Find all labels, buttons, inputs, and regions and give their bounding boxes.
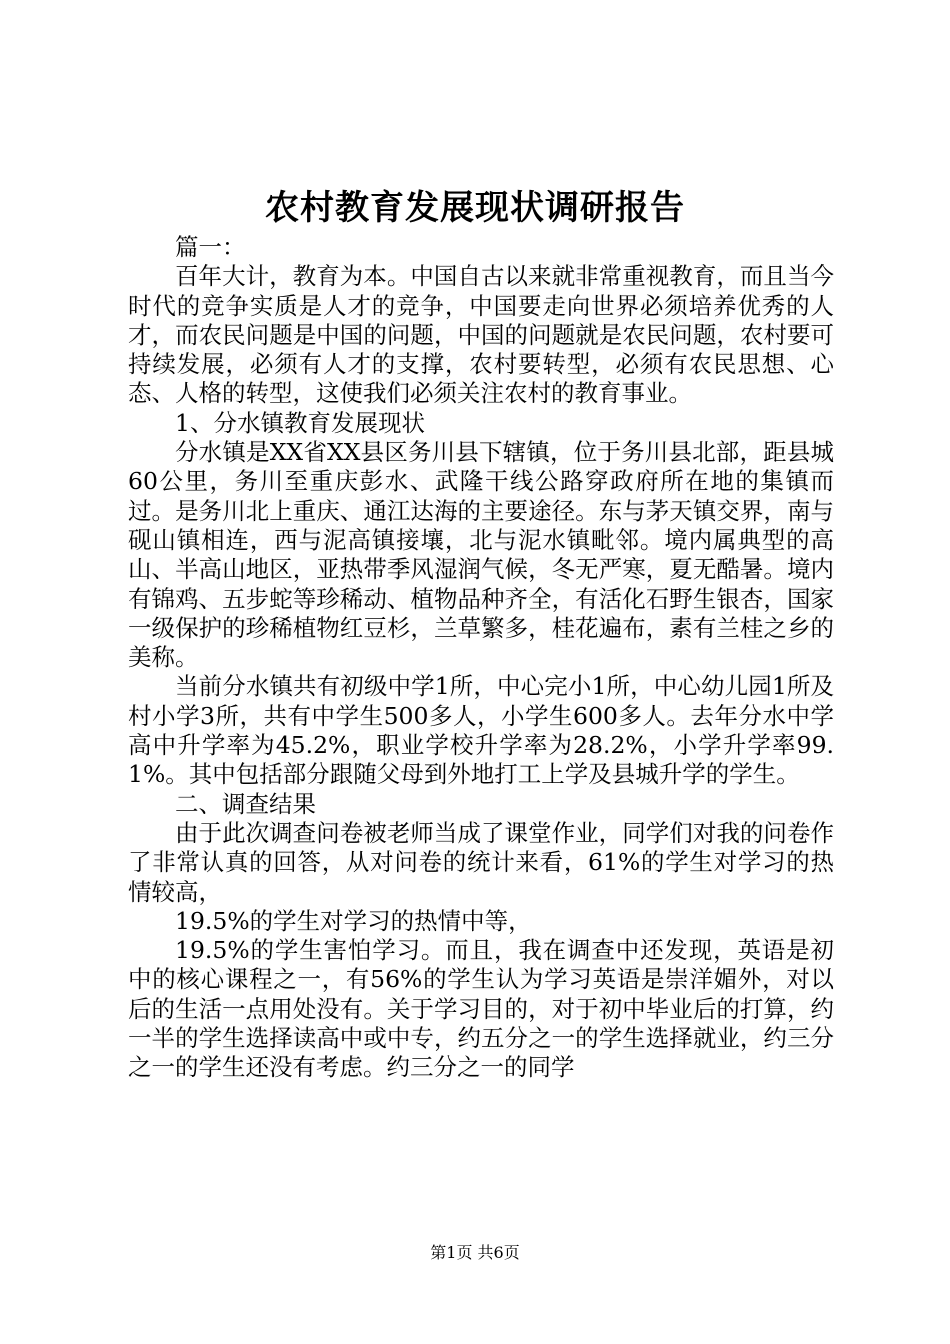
paragraph: 百年大计，教育为本。中国自古以来就非常重视教育，而且当今时代的竞争实质是人才的竞争，中国要走向世界必须培养优秀的人才，而农民问题是中国的问题，中国的问题就是农民问题，农村要可持续发展，必须有人才的支撑，农村要转型，必须有农民思想、心态、人格的转型，这使我们必须关注农村的教育事业。 [128,262,834,408]
paragraph: 19.5%的学生对学习的热情中等， [175,906,532,935]
paragraph: 当前分水镇共有初级中学1所，中心完小1所，中心幼儿园1所及村小学3所，共有中学生500多人，小学生600多人。去年分水中学高中升学率为45.2%，职业学校升学率为28.2%，小学升学率99.1%。其中包括部分跟随父母到外地打工上学及县城升学的学生。 [128,672,834,789]
page-footer: 第1页 共6页 [430,1243,520,1262]
paragraph: 分水镇是XX省XX县区务川县下辖镇，位于务川县北部，距县城60公里，务川至重庆彭水、武隆干线公路穿政府所在地的集镇而过。是务川北上重庆、通江达海的主要途径。东与茅天镇交界，南与砚山镇相连，西与泥高镇接壤，北与泥水镇毗邻。境内属典型的高山、半高山地区，亚热带季风湿润气候，冬无严寒，夏无酷暑。境内有锦鸡、五步蛇等珍稀动、植物品种齐全，有活化石野生银杏，国家一级保护的珍稀植物红豆杉，兰草繁多，桂花遍布，素有兰桂之乡的美称。 [128,438,834,672]
section-label: 篇一： [175,233,246,261]
section-heading: 二、调查结果 [175,789,316,818]
paragraph: 由于此次调查问卷被老师当成了课堂作业，同学们对我的问卷作了非常认真的回答，从对问卷的统计来看，61%的学生对学习的热情较高， [128,818,834,906]
document-body [128,233,834,1083]
section-heading: 1、分水镇教育发展现状 [175,408,425,437]
document-title: 农村教育发展现状调研报告 [265,188,685,228]
paragraph: 19.5%的学生害怕学习。而且，我在调查中还发现，英语是初中的核心课程之一，有56%的学生认为学习英语是崇洋媚外，对以后的生活一点用处没有。关于学习目的，对于初中毕业后的打算，约一半的学生选择读高中或中专，约五分之一的学生选择就业，约三分之一的学生还没有考虑。约三分之一的同学 [128,936,834,1082]
